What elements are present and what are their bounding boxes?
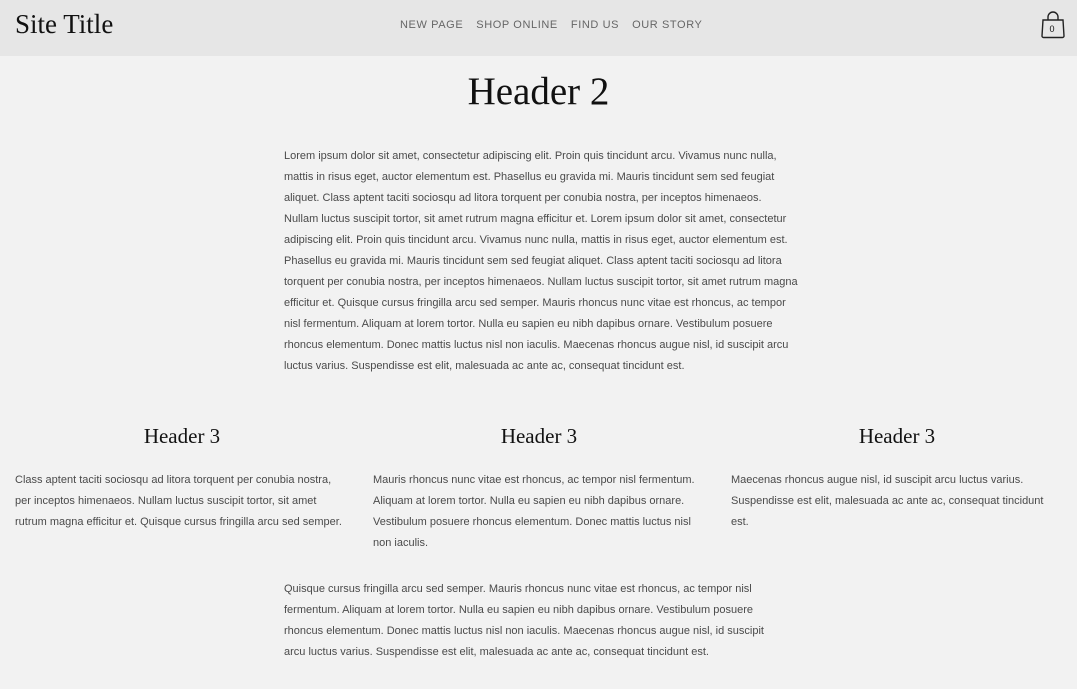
nav-item-new-page[interactable]: NEW PAGE <box>400 19 464 31</box>
column-heading: Header 3 <box>858 424 936 448</box>
column-2 <box>373 422 705 554</box>
column-3 <box>731 422 1063 533</box>
cart-button[interactable] <box>1040 10 1066 40</box>
site-title-link[interactable]: Site Title <box>15 9 114 39</box>
main-nav <box>400 18 715 32</box>
page-heading: Header 2 <box>467 70 610 113</box>
column-text: Mauris rhoncus nunc vitae est rhoncus, ac tempor nisl fermentum. Aliquam at lorem tortor. Nulla eu sapien eu nibh dapibus ornare. Vestibulum posuere rhoncus elementum. Donec mattis luctus nisl non iaculis. <box>373 474 695 549</box>
site-header <box>0 0 1077 56</box>
column-heading: Header 3 <box>500 424 578 448</box>
nav-item-find-us[interactable]: FIND US <box>570 19 620 31</box>
cart-count: 0 <box>1049 24 1055 34</box>
nav-item-shop-online[interactable]: SHOP ONLINE <box>476 19 558 31</box>
bottom-paragraph: Quisque cursus fringilla arcu sed semper. Mauris rhoncus nunc vitae est rhoncus, ac tempor nisl fermentum. Aliquam at lorem tortor. Nulla eu sapien eu nibh dapibus ornare. Vestibulum posuere rhoncus elementum. Donec mattis luctus nisl non iaculis. Maecenas rhoncus augue nisl, id suscipit arcu luctus varius. Suspendisse est elit, malesuada ac ante ac, consequat tincidunt est. <box>284 583 764 658</box>
nav-item-our-story[interactable]: OUR STORY <box>632 19 703 31</box>
column-1 <box>15 422 349 533</box>
column-text: Class aptent taciti sociosqu ad litora torquent per conubia nostra, per inceptos himenaeos. Nullam luctus suscipit tortor, sit amet rutrum magna efficitur et. Quisque cursus fringilla arcu sed semper. <box>15 474 342 528</box>
column-text: Maecenas rhoncus augue nisl, id suscipit arcu luctus varius. Suspendisse est elit, malesuada ac ante ac, consequat tincidunt est. <box>731 474 1044 528</box>
intro-paragraph: Lorem ipsum dolor sit amet, consectetur adipiscing elit. Proin quis tincidunt arcu. Vivamus nunc nulla, mattis in risus eget, auctor elementum est. Phasellus eu gravida mi. Mauris tincidunt sem sed feugiat aliquet. Class aptent taciti sociosqu ad litora torquent per conubia nostra, per inceptos himenaeos. Nullam luctus suscipit tortor, sit amet rutrum magna efficitur et. Lorem ipsum dolor sit amet, consectetur adipiscing elit. Proin quis tincidunt arcu. Vivamus nunc nulla, mattis in risus eget, auctor elementum est. Phasellus eu gravida mi. Mauris tincidunt sem sed feugiat aliquet. Class aptent taciti sociosqu ad litora torquent per conubia nostra, per inceptos himenaeos. Nullam luctus suscipit tortor, sit amet rutrum magna efficitur et. Quisque cursus fringilla arcu sed semper. Mauris rhoncus nunc vitae est rhoncus, ac tempor nisl fermentum. Aliquam at lorem tortor. Nulla eu sapien eu nibh dapibus ornare. Vestibulum posuere rhoncus elementum. Donec mattis luctus nisl non iaculis. Maecenas rhoncus augue nisl, id suscipit arcu luctus varius. Suspendisse est elit, malesuada ac ante ac, consequat tincidunt est. <box>284 150 798 372</box>
column-heading: Header 3 <box>143 424 221 448</box>
